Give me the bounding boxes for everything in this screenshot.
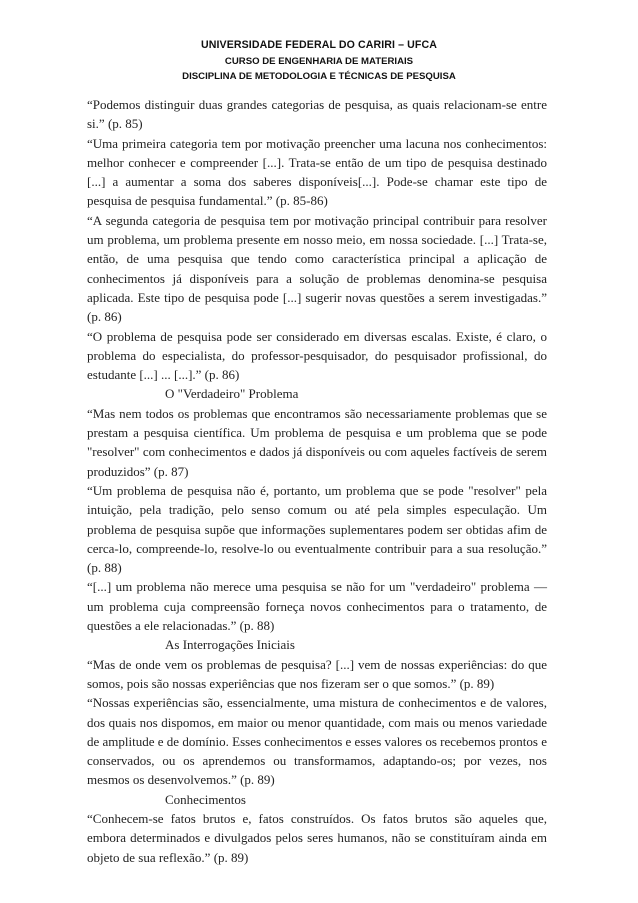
quote-paragraph: “Nossas experiências são, essencialmente, uma mistura de conhecimentos e de valores, dos quais nos dispomos, em maior ou menor quantidade, com mais ou menos variedade de amplitude e de domínio. Esses conhecimentos e esses valores os recebemos prontos e conservados, ou os aprendemos ou transformamos, adaptando-os; por vezes, nos mesmos os desenvolvemos.” (p. 89) — [87, 695, 547, 788]
course-name: CURSO DE ENGENHARIA DE MATERIAIS — [224, 56, 414, 67]
quote-paragraph: “Uma primeira categoria tem por motivação preencher uma lacuna nos conhecimentos: melhor conhecer e compreender [...]. Trata-se então de um tipo de pesquisa destinado [...] a aumentar a soma dos saberes disponíveis[...]. Pode-se chamar este tipo de pesquisa de pesquisa fundamental.” (p. 85-86) — [87, 135, 547, 209]
section-heading: O "Verdadeiro" Problema — [165, 386, 299, 402]
discipline-name: DISCIPLINA DE METODOLOGIA E TÉCNICAS DE PESQUISA — [182, 71, 456, 82]
document-header — [0, 36, 638, 84]
quote-paragraph: “A segunda categoria de pesquisa tem por motivação principal contribuir para resolver um problema, um problema presente em nosso meio, em nossa sociedade. [...] Trata-se, então, de uma pesquisa que tendo como característica principal a aplicação de conhecimentos já disponíveis para a solução de problemas denomina-se pesquisa aplicada. Este tipo de pesquisa pode [...] sugerir novas questões a serem investigadas.” (p. 86) — [87, 212, 547, 325]
quote-paragraph: “Mas de onde vem os problemas de pesquisa? [...] vem de nossas experiências: do que somos, pois são nossas experiências que nos fizeram ser o que somos.” (p. 89) — [87, 656, 547, 691]
quote-paragraph: “Um problema de pesquisa não é, portanto, um problema que se pode "resolver" pela intuição, pela tradição, pelo senso comum ou até pela simples especulação. Um problema de pesquisa supõe que informações suplementares podem ser obtidas afim de cerca-lo, compreende-lo, resolve-lo ou eventualmente contribuir para a sua resolução.” (p. 88) — [87, 482, 547, 576]
university-name: UNIVERSIDADE FEDERAL DO CARIRI – UFCA — [201, 39, 437, 51]
quote-paragraph: “[...] um problema não merece uma pesquisa se não for um "verdadeiro" problema — um problema cuja compreensão forneça novos conhecimentos para o tratamento, de questões a ele relacionadas.” (p. 88) — [87, 579, 547, 634]
quote-paragraph: “O problema de pesquisa pode ser considerado em diversas escalas. Existe, é claro, o problema do especialista, do professor-pesquisador, do pesquisador profissional, do estudante [...] ... [...].” (p. 86) — [87, 328, 547, 383]
quote-paragraph: “Mas nem todos os problemas que encontramos são necessariamente problemas que se prestam a pesquisa científica. Um problema de pesquisa e um problema que se pode "resolver" com conhecimentos e dados já disponíveis ou com aqueles factíveis de serem produzidos” (p. 87) — [87, 405, 547, 479]
document-body — [87, 95, 547, 867]
quote-paragraph: “Conhecem-se fatos brutos e, fatos construídos. Os fatos brutos são aqueles que, embora determinados e divulgados pelos seres humanos, não se constituíram ainda em objeto de sua reflexão.” (p. 89) — [87, 810, 547, 865]
quote-paragraph: “Podemos distinguir duas grandes categorias de pesquisa, as quais relacionam-se entre si.” (p. 85) — [87, 97, 547, 132]
section-heading: As Interrogações Iniciais — [165, 637, 295, 653]
section-heading: Conhecimentos — [165, 791, 246, 807]
